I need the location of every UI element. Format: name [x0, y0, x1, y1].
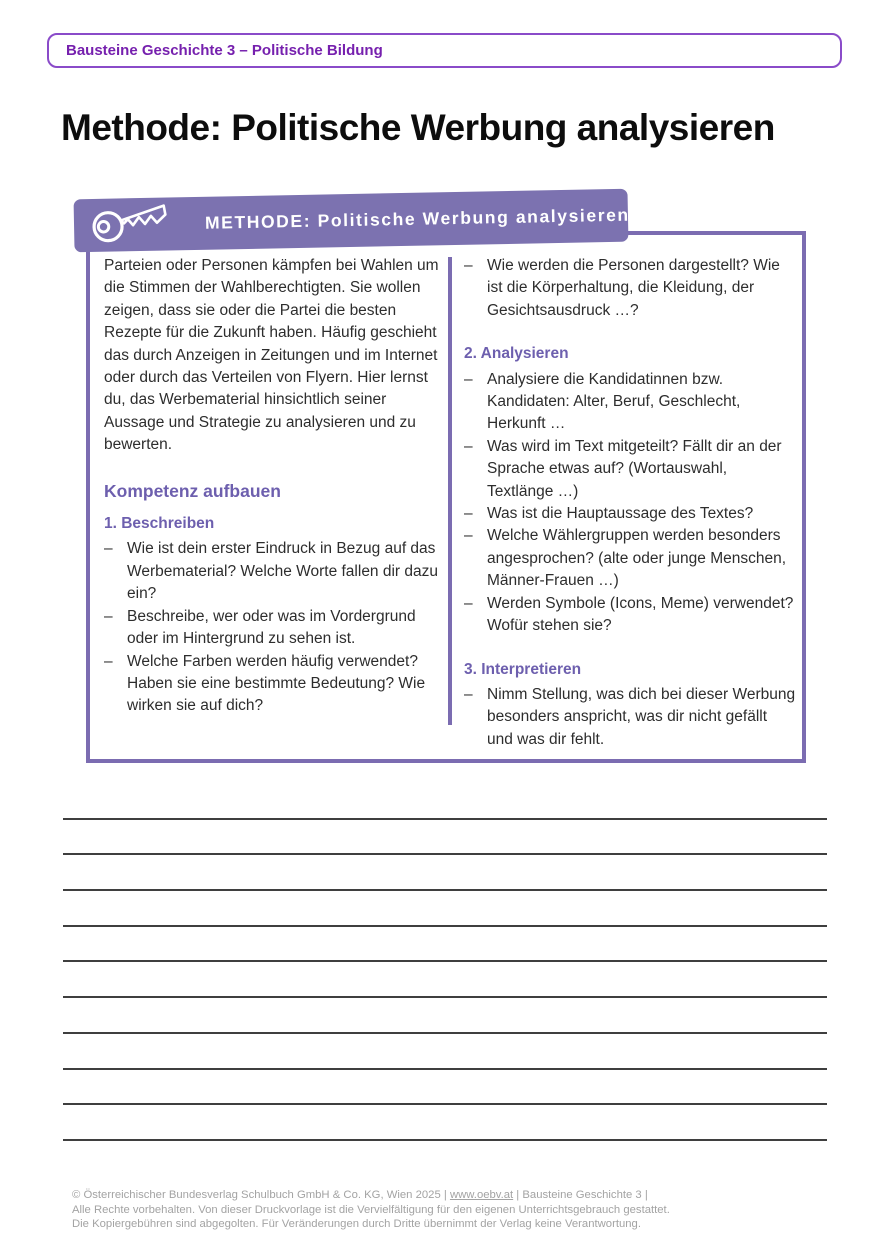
bullet-dash: – [464, 505, 473, 523]
bullet-item [464, 503, 796, 525]
method-column-left [104, 255, 440, 718]
section-heading-kompetenz: Kompetenz aufbauen [104, 480, 281, 501]
header-tag-box [47, 33, 842, 68]
bullet-text: Beschreibe, wer oder was im Vordergrund oder im Hintergrund zu sehen ist. [127, 607, 416, 648]
bullet-text: Wie ist dein erster Eindruck in Bezug auf das Werbematerial? Welche Worte fallen dir dazu ein? [127, 540, 439, 603]
answer-line [63, 1070, 827, 1106]
bullet-item [464, 369, 796, 436]
answer-line [63, 784, 827, 820]
method-banner [74, 189, 629, 253]
bullet-dash: – [464, 527, 473, 545]
bullet-dash: – [464, 594, 473, 612]
bullet-text: Analysiere die Kandidatinnen bzw. Kandidaten: Alter, Beruf, Geschlecht, Herkunft … [487, 370, 741, 433]
bullet-item [104, 606, 440, 651]
bullet-dash: – [464, 437, 473, 455]
bullet-dash: – [104, 607, 113, 625]
answer-line [63, 1105, 827, 1141]
method-box [86, 231, 806, 763]
bullet-dash: – [464, 257, 473, 274]
step1-bullet-list [104, 538, 440, 717]
method-column-right [464, 255, 796, 751]
bullet-dash: – [104, 540, 113, 558]
header-tag-label: Bausteine Geschichte 3 – Politische Bildung [66, 42, 383, 59]
answer-line [63, 891, 827, 927]
step1-bullet-list-continued [464, 255, 796, 322]
step1-heading: 1. Beschreiben [104, 515, 215, 533]
answer-line [63, 855, 827, 891]
answer-lines-area [63, 784, 827, 1141]
key-icon [84, 195, 185, 254]
footer-line-3: Die Kopiergebühren sind abgegolten. Für Veränderungen durch Dritte übernimmt der Verlag keine Verantwortung. [72, 1218, 641, 1231]
footer-copyright [72, 1188, 670, 1232]
bullet-item [464, 255, 796, 322]
bullet-item [464, 684, 796, 751]
bullet-item [464, 525, 796, 592]
answer-line [63, 962, 827, 998]
footer-line-2: Alle Rechte vorbehalten. Von dieser Druckvorlage ist die Vervielfältigung für den eigenen Unterrichtsgebrauch gestattet. [72, 1203, 670, 1216]
bullet-text: Welche Wählergruppen werden besonders angesprochen? (alte oder junge Menschen, Männer-Frauen …) [487, 527, 787, 590]
intro-paragraph: Parteien oder Personen kämpfen bei Wahlen um die Stimmen der Wahlberechtigten. Sie wollen zeigen, dass sie oder die Partei die besten Rezepte für die Zukunft haben. Häufig geschieht das durch Anzeigen in Zeitungen und im Internet oder durch das Verteilen von Flyern. Hier lernst du, das Werbematerial hinsichtlich seiner Aussage und Strategie zu analysieren und zu bewerten. [104, 257, 439, 454]
bullet-text: Welche Farben werden häufig verwendet? Haben sie eine bestimmte Bedeutung? Wie wirken sie auf dich? [127, 652, 426, 715]
oebv-link[interactable]: www.oebv.at [449, 1189, 514, 1201]
bullet-text: Was ist die Hauptaussage des Textes? [487, 505, 754, 523]
bullet-dash: – [464, 685, 473, 703]
step2-bullet-list [464, 369, 796, 638]
answer-line [63, 998, 827, 1034]
step3-bullet-list [464, 684, 796, 751]
answer-line [63, 927, 827, 963]
bullet-item [464, 436, 796, 503]
column-divider [448, 257, 452, 725]
bullet-dash: – [464, 370, 473, 388]
bullet-text: Nimm Stellung, was dich bei dieser Werbung besonders anspricht, was dir nicht gefällt und was dir fehlt. [487, 685, 796, 748]
bullet-text: Was wird im Text mitgeteilt? Fällt dir an der Sprache etwas auf? (Wortauswahl, Textlänge …) [487, 437, 782, 500]
bullet-text: Werden Symbole (Icons, Meme) verwendet? Wofür stehen sie? [487, 594, 794, 635]
answer-line [63, 820, 827, 856]
bullet-dash: – [104, 652, 113, 670]
footer-line-1: © Österreichischer Bundesverlag Schulbuch GmbH & Co. KG, Wien 2025 | www.oebv.at | Bausteine Geschichte 3 | [72, 1189, 648, 1201]
method-banner-label: METHODE: Politische Werbung analysieren [204, 204, 630, 233]
bullet-item [104, 538, 440, 605]
step3-heading: 3. Interpretieren [464, 660, 582, 678]
step2-heading: 2. Analysieren [464, 345, 569, 363]
bullet-item [464, 593, 796, 638]
page-title: Methode: Politische Werbung analysieren [61, 107, 775, 148]
bullet-item [104, 651, 440, 718]
answer-line [63, 1034, 827, 1070]
bullet-text: Wie werden die Personen dargestellt? Wie ist die Körperhaltung, die Kleidung, der Gesichtsausdruck …? [487, 257, 780, 319]
